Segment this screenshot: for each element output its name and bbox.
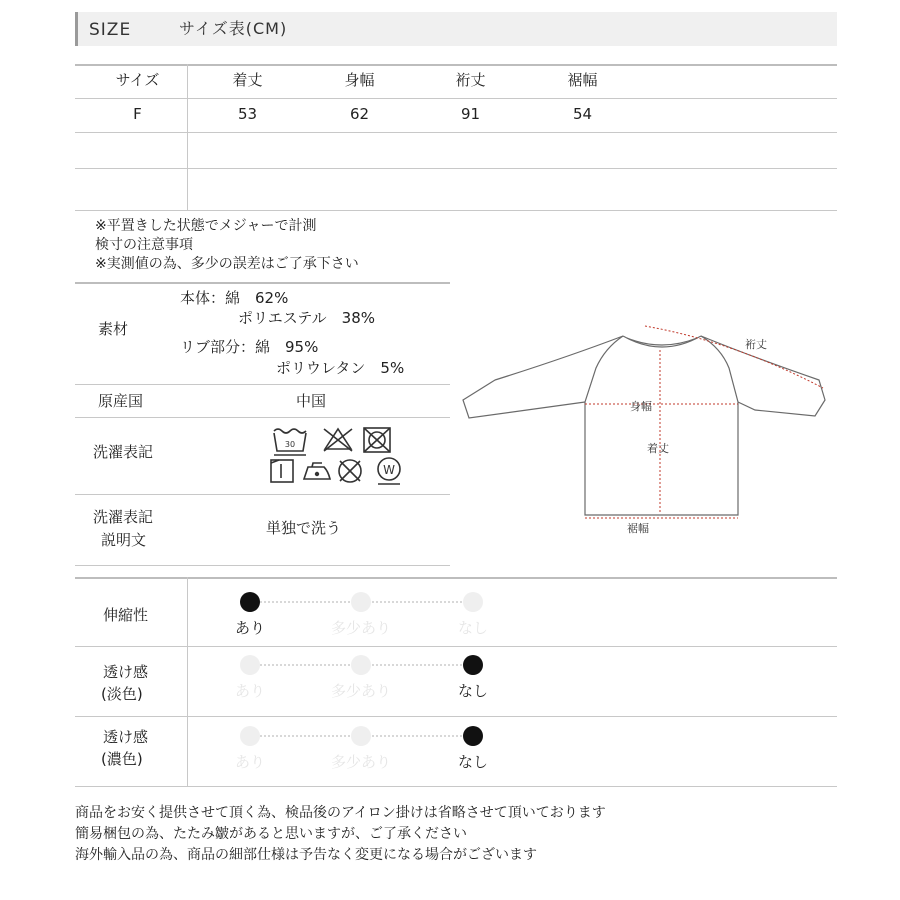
material-line: ポリウレタン 5% bbox=[276, 359, 405, 377]
footer-line: 簡易梱包の為、たたみ皺があると思いますが、ご了承ください bbox=[75, 826, 467, 842]
sheer-light-option: なし bbox=[457, 682, 488, 700]
length-label: 着丈 bbox=[647, 442, 669, 455]
size-header bbox=[75, 12, 837, 46]
size-cell: 62 bbox=[349, 105, 370, 123]
header-accent-bar bbox=[75, 12, 78, 46]
stretch-option: なし bbox=[457, 619, 488, 637]
material-label: 素材 bbox=[98, 320, 129, 338]
care-desc-label: 説明文 bbox=[101, 531, 147, 549]
measure-lines bbox=[585, 326, 823, 518]
origin-label: 原産国 bbox=[98, 392, 144, 410]
origin-value: 中国 bbox=[296, 392, 327, 410]
low-iron-icon bbox=[304, 463, 330, 479]
sheer-light-label: 透け感 bbox=[103, 663, 149, 681]
no-tumble-dry-icon bbox=[364, 428, 390, 452]
stretch-option: あり bbox=[234, 619, 265, 637]
shirt-outline bbox=[463, 336, 825, 515]
hem-label: 裾幅 bbox=[627, 522, 649, 535]
wash-30-icon bbox=[274, 429, 306, 455]
care-desc-value: 単独で洗う bbox=[266, 519, 342, 537]
sheer-light-dot-none bbox=[463, 655, 483, 675]
sheer-light-dot-yes bbox=[240, 655, 260, 675]
size-header-cell: 着丈 bbox=[232, 71, 263, 89]
size-header-cell: 身幅 bbox=[344, 71, 375, 89]
size-label: SIZE bbox=[89, 20, 132, 40]
footer-line: 商品をお安く提供させて頂く為、検品後のアイロン掛けは省略させて頂いております bbox=[75, 805, 606, 821]
garment-diagram bbox=[455, 318, 840, 540]
material-line: リブ部分：綿 95% bbox=[180, 338, 319, 356]
footer-line: 海外輸入品の為、商品の細部仕様は予告なく変更になる場合がございます bbox=[75, 847, 537, 863]
size-header-cell: サイズ bbox=[115, 71, 160, 89]
size-cell: 54 bbox=[572, 105, 593, 123]
width-label: 身幅 bbox=[630, 400, 652, 413]
stretch-option: 多少あり bbox=[330, 619, 391, 637]
stretch-dot-none bbox=[463, 592, 483, 612]
stretch-dot-yes bbox=[240, 592, 260, 612]
stretch-dot-some bbox=[351, 592, 371, 612]
wet-letter: W bbox=[383, 463, 395, 477]
wet-clean-icon bbox=[378, 458, 400, 484]
sheer-light-dot-some bbox=[351, 655, 371, 675]
sheer-light-sub: (淡色) bbox=[101, 685, 143, 703]
sheer-dark-option: あり bbox=[234, 753, 265, 771]
note-line: ※実測値の為、多少の誤差はご了承下さい bbox=[95, 256, 359, 272]
size-cell: 91 bbox=[460, 105, 481, 123]
size-header-cell: 裄丈 bbox=[455, 71, 486, 89]
wash-temp: 30 bbox=[284, 440, 296, 449]
sheer-dark-sub: (濃色) bbox=[101, 750, 143, 768]
size-cell: F bbox=[133, 105, 142, 123]
sheer-dark-dot-yes bbox=[240, 726, 260, 746]
care-icons bbox=[268, 423, 408, 489]
sheer-dark-label: 透け感 bbox=[103, 728, 149, 746]
sleeve-label: 裄丈 bbox=[745, 338, 767, 351]
care-desc-label: 洗濯表記 bbox=[93, 508, 154, 526]
size-subtitle: サイズ表(CM) bbox=[179, 19, 288, 38]
sheer-dark-dot-some bbox=[351, 726, 371, 746]
sheer-dark-option: 多少あり bbox=[330, 753, 391, 771]
size-cell: 53 bbox=[237, 105, 258, 123]
sheer-light-option: あり bbox=[234, 682, 265, 700]
stretch-label: 伸縮性 bbox=[103, 606, 149, 624]
material-line: 本体：綿 62% bbox=[180, 289, 289, 307]
no-bleach-icon bbox=[324, 429, 352, 451]
sheer-dark-option: なし bbox=[457, 753, 488, 771]
note-line: ※平置きした状態でメジャーで計測 bbox=[95, 218, 317, 234]
sheer-dark-dot-none bbox=[463, 726, 483, 746]
line-dry-shade-icon bbox=[271, 460, 293, 482]
size-header-cell: 裾幅 bbox=[567, 71, 598, 89]
care-label: 洗濯表記 bbox=[93, 443, 154, 461]
note-line: 検寸の注意事項 bbox=[95, 237, 193, 253]
no-dry-clean-icon bbox=[339, 460, 361, 482]
material-line: ポリエステル 38% bbox=[238, 309, 375, 327]
sheer-light-option: 多少あり bbox=[330, 682, 391, 700]
